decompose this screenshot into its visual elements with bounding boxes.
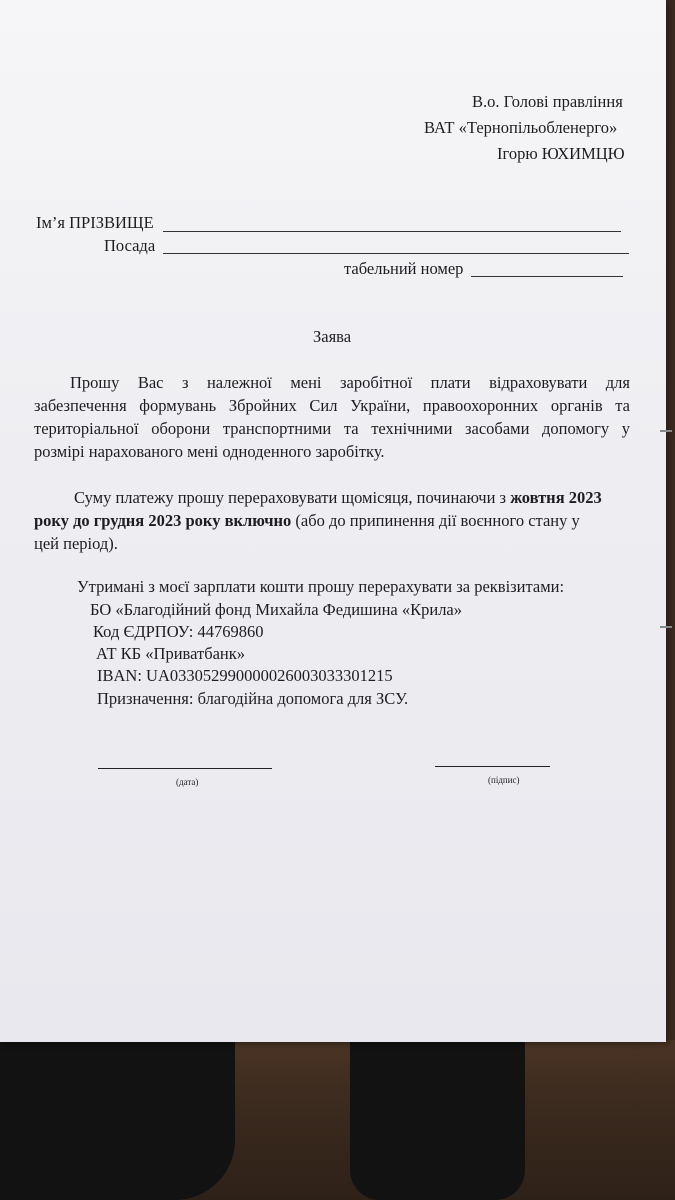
paragraph-2-line-3: цей період).: [34, 534, 118, 553]
paragraph-2-line-2: [34, 511, 580, 531]
tab-number-blank-line[interactable]: [471, 276, 623, 277]
requisites-bank: АТ КБ «Приватбанк»: [96, 644, 246, 663]
right-shoe: [350, 1040, 525, 1200]
paragraph-2-line-1-start: Суму платежу прошу перераховувати щомісяця, починаючи з: [74, 488, 511, 507]
requisites-iban: IBAN: UA033052990000026003033301215: [97, 666, 393, 685]
name-label: Ім’я ПРІЗВИЩЕ: [36, 213, 154, 232]
paragraph-2-start-date: жовтня 2023: [510, 488, 602, 507]
signature-caption: (підпис): [488, 775, 520, 785]
left-shoe: [0, 1040, 235, 1200]
addressee-line-2: ВАТ «Тернопільобленерго»: [424, 118, 618, 137]
paragraph-1-line-4: розмірі нарахованого мені одноденного заробітку.: [34, 442, 385, 461]
paragraph-2-line-1: [74, 488, 602, 508]
paragraph-1-line-1: Прошу Вас з належної мені заробітної плати відраховувати для: [70, 373, 630, 392]
paragraph-1-line-2: забезпечення формувань Збройних Сил України, правоохоронних органів та: [34, 396, 630, 415]
date-line[interactable]: [98, 768, 272, 769]
position-blank-line[interactable]: [163, 253, 629, 254]
page-edge-mark: [660, 626, 672, 628]
signature-line[interactable]: [435, 766, 550, 767]
addressee-line-3: Ігорю ЮХИМЦЮ: [497, 144, 625, 163]
position-label: Посада: [104, 236, 156, 255]
requisites-intro: Утримані з моєї зарплати кошти прошу перерахувати за реквізитами:: [77, 577, 565, 596]
paragraph-2-end-date: року до грудня 2023 року включно: [34, 511, 292, 530]
name-blank-line[interactable]: [163, 231, 621, 232]
page-edge-mark: [660, 430, 672, 432]
paragraph-2-line-2-rest: (або до припинення дії воєнного стану у: [291, 511, 580, 530]
requisites-edrpou: Код ЄДРПОУ: 44769860: [93, 622, 264, 641]
paragraph-1-line-3: територіальної оборони транспортними та технічними засобами допомогу у: [34, 419, 630, 438]
requisites-purpose: Призначення: благодійна допомога для ЗСУ.: [97, 689, 409, 708]
tab-number-label: табельний номер: [344, 259, 464, 278]
document-title: Заява: [313, 327, 352, 346]
addressee-line-1: В.о. Голові правління: [472, 92, 623, 111]
date-caption: (дата): [176, 777, 199, 787]
requisites-fund: БО «Благодійний фонд Михайла Федишина «Крила»: [90, 600, 463, 619]
